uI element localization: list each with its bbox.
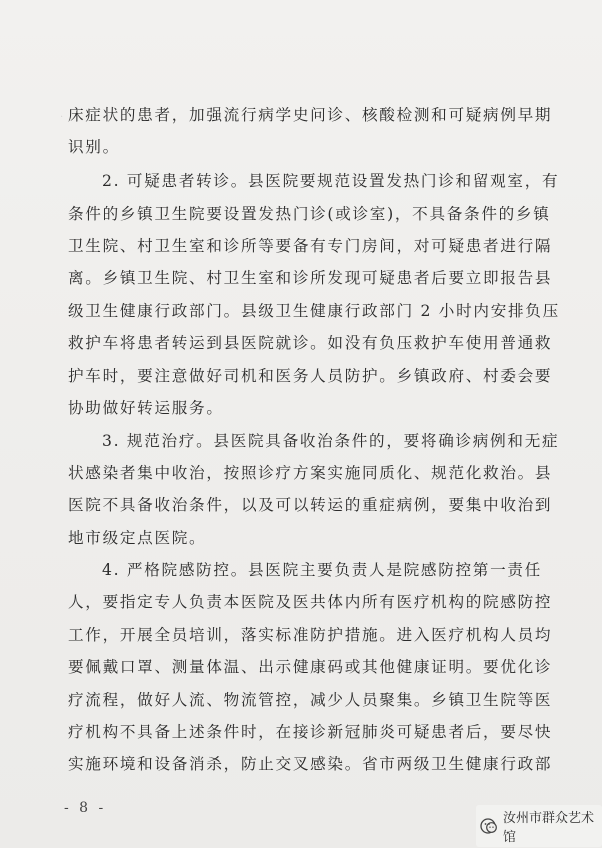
paragraph-line: 级卫生健康行政部门。县级卫生健康行政部门 2 小时内安排负压 (68, 302, 560, 320)
paragraph-line: 救护车将患者转运到县医院就诊。如没有负压救护车使用普通救 (68, 334, 553, 352)
section-heading-line: 2. 可疑患者转诊。县医院要规范设置发热门诊和留观室，有 (102, 172, 560, 190)
source-watermark (476, 805, 602, 847)
scan-speck: · (60, 112, 64, 123)
wechat-icon (480, 817, 498, 835)
paragraph-line: 护车时，要注意做好司机和医务人员防护。乡镇政府、村委会要 (68, 367, 553, 385)
paragraph-line: 离。乡镇卫生院、村卫生室和诊所发现可疑患者后要立即报告县 (68, 269, 553, 287)
watermark-text: 汝州市群众艺术馆 (503, 811, 595, 845)
paragraph-line: 床症状的患者，加强流行病学史问诊、核酸检测和可疑病例早期 (68, 106, 553, 124)
paragraph-line: 识别。 (68, 138, 120, 156)
paragraph-line: 实施环境和设备消杀，防止交叉感染。省市两级卫生健康行政部 (68, 755, 553, 773)
paragraph-line: 疗机构不具备上述条件时，在接诊新冠肺炎可疑患者后，要尽快 (68, 723, 553, 741)
page-number: - 8 - (64, 800, 107, 816)
paragraph-line: 工作，开展全员培训，落实标准防护措施。进入医疗机构人员均 (68, 626, 553, 644)
paragraph-line: 条件的乡镇卫生院要设置发热门诊(或诊室)，不具备条件的乡镇 (68, 205, 551, 223)
paragraph-line: 卫生院、村卫生室和诊所等要备有专门房间，对可疑患者进行隔 (68, 237, 553, 255)
paragraph-line: 要佩戴口罩、测量体温、出示健康码或其他健康证明。要优化诊 (68, 658, 553, 676)
section-heading-line: 4. 严格院感防控。县医院主要负责人是院感防控第一责任 (102, 561, 542, 579)
paragraph-line: 医院不具备收治条件，以及可以转运的重症病例，要集中收治到 (68, 496, 553, 514)
paragraph-line: 疗流程，做好人流、物流管控，减少人员聚集。乡镇卫生院等医 (68, 691, 553, 709)
paragraph-line: 状感染者集中收治，按照诊疗方案实施同质化、规范化救治。县 (68, 464, 553, 482)
section-heading-line: 3. 规范治疗。县医院具备收治条件的，要将确诊病例和无症 (102, 432, 560, 450)
paragraph-line: 人，要指定专人负责本医院及医共体内所有医疗机构的院感防控 (68, 593, 553, 611)
paragraph-line: 协助做好转运服务。 (68, 399, 224, 417)
paragraph-line: 地市级定点医院。 (68, 529, 207, 547)
